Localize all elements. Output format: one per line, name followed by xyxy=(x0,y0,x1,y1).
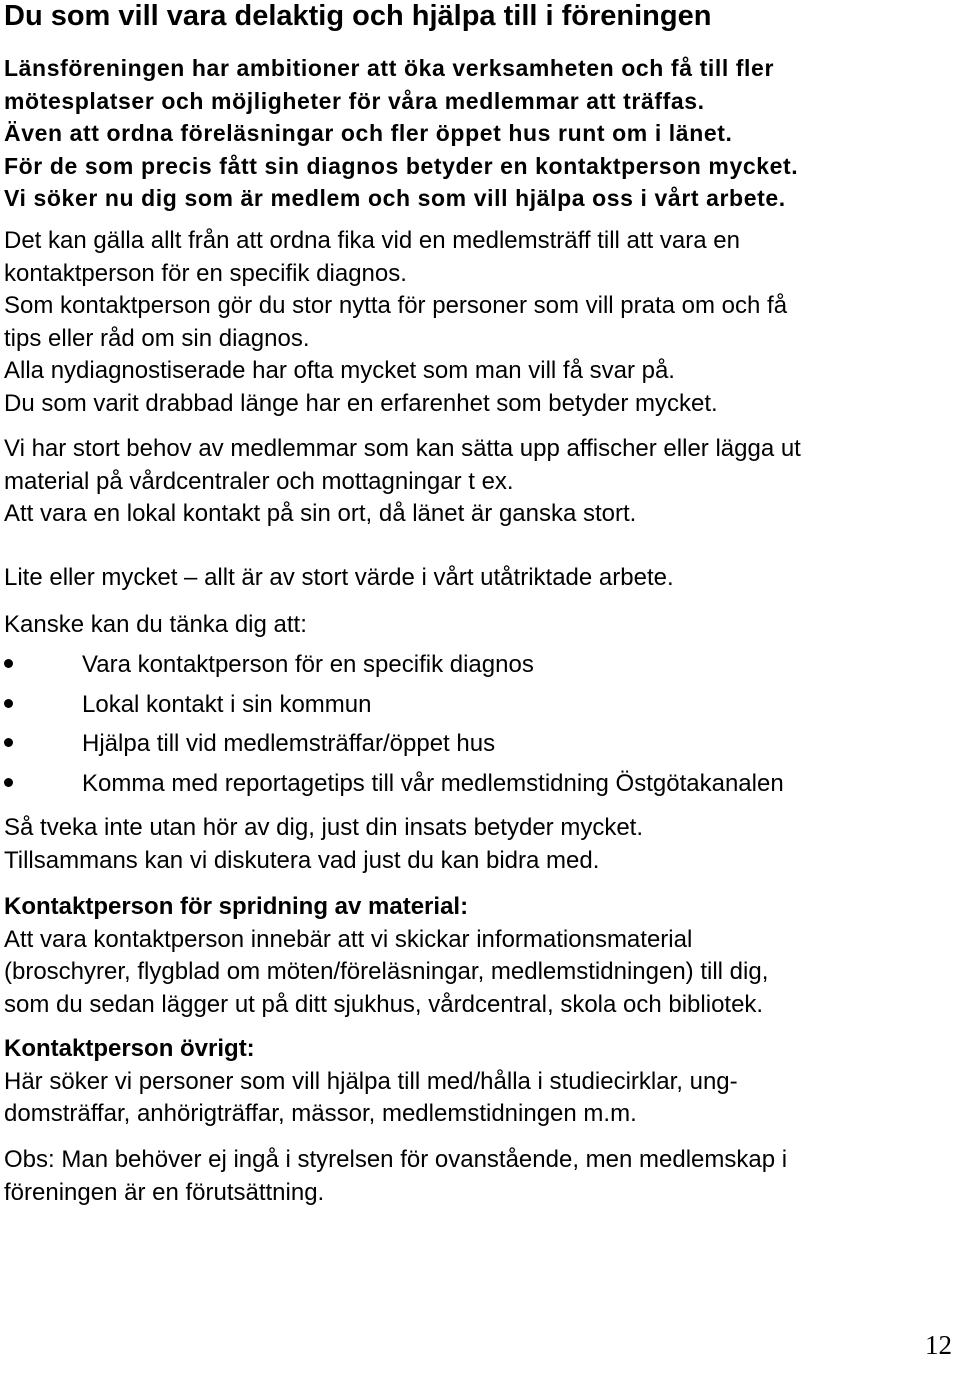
text-line: som du sedan lägger ut på ditt sjukhus, vårdcentral, skola och bibliotek. xyxy=(4,990,764,1018)
text-line: Lite eller mycket – allt är av stort värde i vårt utåtriktade arbete. xyxy=(4,564,674,591)
bullet-dot-icon xyxy=(4,659,13,668)
text-line: Alla nydiagnostiserade har ofta mycket som man vill få svar på. xyxy=(4,357,675,384)
list-item xyxy=(4,647,954,687)
section-heading: Kontaktperson för spridning av material: xyxy=(4,893,469,920)
list-item-text: Lokal kontakt i sin kommun xyxy=(82,690,372,718)
list-item-text: Vara kontaktperson för en specifik diagnos xyxy=(82,651,534,678)
list-item xyxy=(4,766,954,806)
text-line: Det kan gälla allt från att ordna fika vid en medlemsträff till att vara en xyxy=(4,227,740,254)
intro-line: För de som precis fått sin diagnos betyder en kontaktperson mycket. xyxy=(4,152,799,179)
text-line: Kanske kan du tänka dig att: xyxy=(4,611,307,638)
text-line: (broschyrer, flygblad om möten/föreläsningar, medlemstidningen) till dig, xyxy=(4,958,769,985)
bullet-dot-icon xyxy=(4,778,13,787)
intro-paragraph xyxy=(4,52,954,215)
list-item-text: Hjälpa till vid medlemsträffar/öppet hus xyxy=(82,730,496,758)
text-line: föreningen är en förutsättning. xyxy=(4,1178,325,1206)
list-item-text: Komma med reportagetips till vår medlemstidning Östgötakanalen xyxy=(82,769,784,797)
intro-line: Även att ordna föreläsningar och fler öppet hus runt om i länet. xyxy=(4,120,733,146)
text-line: kontaktperson för en specifik diagnos. xyxy=(4,259,407,287)
text-line: Du som varit drabbad länge har en erfarenhet som betyder mycket. xyxy=(4,389,718,417)
list-intro xyxy=(4,609,307,642)
section-other-contact xyxy=(4,1033,738,1131)
bullet-dot-icon xyxy=(4,738,13,747)
bullet-list xyxy=(4,647,954,805)
list-item xyxy=(4,726,954,766)
text-line: Vi har stort behov av medlemmar som kan sätta upp affischer eller lägga ut xyxy=(4,435,801,462)
text-line: Att vara en lokal kontakt på sin ort, då länet är ganska stort. xyxy=(4,500,637,527)
paragraph-material xyxy=(4,433,801,531)
text-line: tips eller råd om sin diagnos. xyxy=(4,324,310,352)
text-line: Tillsammans kan vi diskutera vad just du kan bidra med. xyxy=(4,846,600,874)
bullet-dot-icon xyxy=(4,699,13,708)
page-number: 12 xyxy=(925,1330,952,1360)
paragraph-obs xyxy=(4,1144,787,1209)
paragraph-encouragement xyxy=(4,812,643,877)
intro-line: mötesplatser och möjligheter för våra medlemmar att träffas. xyxy=(4,87,705,114)
page-title: Du som vill vara delaktig och hjälpa till i föreningen xyxy=(4,0,712,32)
text-line: material på vårdcentraler och mottagningar t ex. xyxy=(4,467,514,495)
intro-line: Länsföreningen har ambitioner att öka verksamheten och få till fler xyxy=(4,55,774,81)
text-line: Så tveka inte utan hör av dig, just din insats betyder mycket. xyxy=(4,814,643,841)
text-line: Att vara kontaktperson innebär att vi skickar informationsmaterial xyxy=(4,925,693,953)
text-line: Här söker vi personer som vill hjälpa till med/hålla i studiecirklar, ung- xyxy=(4,1067,738,1095)
section-material-contact xyxy=(4,891,768,1021)
paragraph-contact-info xyxy=(4,225,787,420)
intro-line: Vi söker nu dig som är medlem och som vill hjälpa oss i vårt arbete. xyxy=(4,185,786,211)
text-line: domsträffar, anhörigträffar, mässor, medlemstidningen m.m. xyxy=(4,1100,637,1127)
text-line: Obs: Man behöver ej ingå i styrelsen för ovanstående, men medlemskap i xyxy=(4,1146,788,1173)
text-line: Som kontaktperson gör du stor nytta för personer som vill prata om och få xyxy=(4,292,788,319)
list-item xyxy=(4,687,954,727)
paragraph-value xyxy=(4,562,674,595)
section-heading: Kontaktperson övrigt: xyxy=(4,1035,255,1062)
